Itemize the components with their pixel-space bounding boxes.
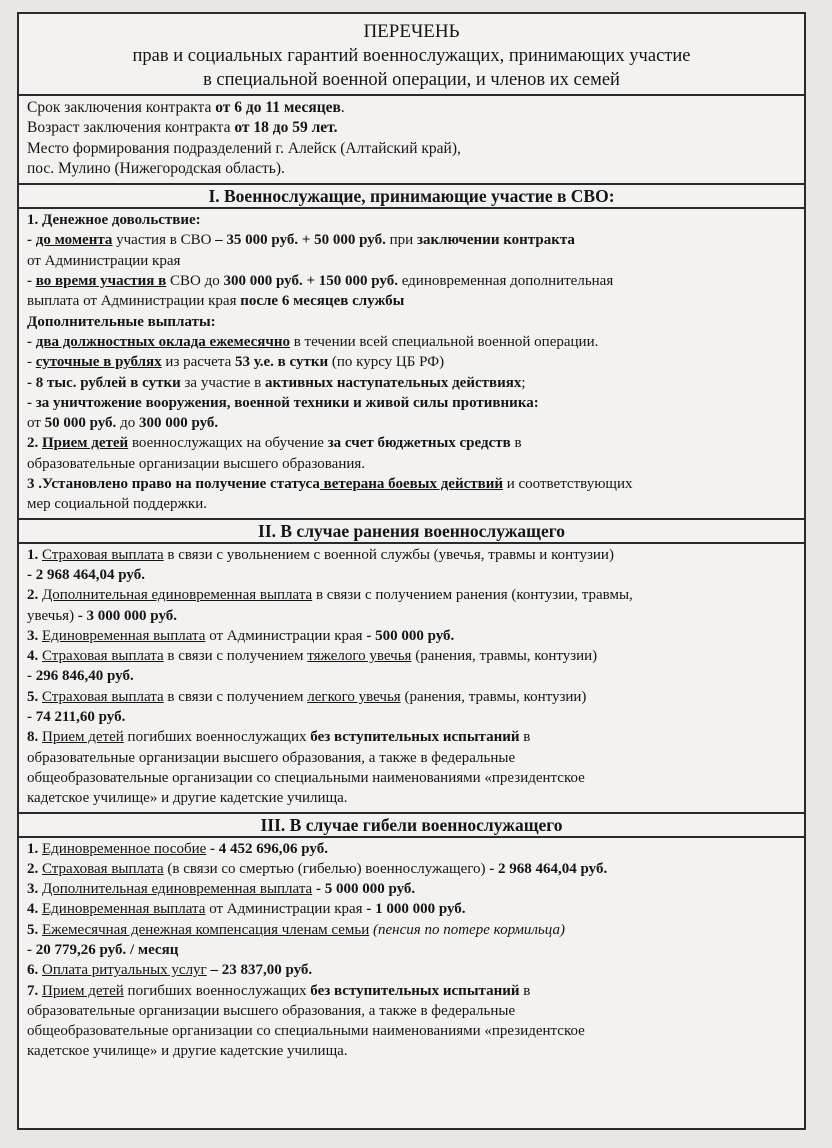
veteran-status-cont: мер социальной поддержки. [27,496,207,513]
document-subtitle-line-1: прав и социальных гарантий военнослужащих, принимающих участие [132,46,691,66]
section-2-body [19,544,804,810]
death-item-6: 6. Оплата ритуальных услуг – 23 837,00 руб. [27,962,313,979]
veteran-status: 3 .Установлено право на получение статуса ветерана боевых действий и соответствующих [27,476,633,493]
death-item-7-line-4: кадетское училище» и другие кадетские училища. [27,1043,348,1060]
injury-item-5: 5. Страховая выплата в связи с получением легкого увечья (ранения, травмы, контузии) [27,688,587,705]
section-1-title: I. Военнослужащие, принимающие участие в СВО: [19,183,804,209]
death-item-7-line-2: образовательные организации высшего образования, а также в федеральные [27,1002,516,1019]
injury-item-5-amount: - 74 211,60 руб. [27,709,126,726]
injury-item-8: 8. Прием детей погибших военнослужащих без вступительных испытаний в [27,729,531,746]
section-3-title: III. В случае гибели военнослужащего [19,812,804,838]
injury-item-1: 1. Страховая выплата в связи с увольнением с военной службы (увечья, травмы и контузии) [27,546,614,563]
children-education: 2. Прием детей военнослужащих на обучение за счет бюджетных средств в [27,435,522,452]
allowance-before-source: от Администрации края [27,252,181,269]
section-2-title: II. В случае ранения военнослужащего [19,518,804,544]
document-title: ПЕРЕЧЕНЬ [363,21,460,42]
death-item-2: 2. Страховая выплата (в связи со смертью (гибелью) военнослужащего) - 2 968 464,04 руб. [27,860,608,877]
extra-payments-heading: Дополнительные выплаты: [27,313,216,330]
extra-offensive-payment: - 8 тыс. рублей в сутки за участие в активных наступательных действиях; [27,374,526,391]
allowance-during-source: выплата от Администрации края после 6 месяцев службы [27,293,405,310]
contract-info [19,96,804,181]
death-item-1: 1. Единовременное пособие - 4 452 696,06 руб. [27,840,328,857]
injury-item-8-line-2: образовательные организации высшего образования, а также в федеральные [27,749,516,766]
injury-item-2-amount: увечья) - 3 000 000 руб. [27,607,178,624]
extra-daily-allowance: - суточные в рублях из расчета 53 у.е. в сутки (по курсу ЦБ РФ) [27,354,445,371]
section-1-body [19,209,804,515]
death-item-5: 5. Ежемесячная денежная компенсация членам семьи (пенсия по потере кормильца) [27,921,565,938]
injury-item-8-line-3: общеобразовательные организации со специальными наименованиями «президентское [27,769,585,786]
death-item-5-amount: - 20 779,26 руб. / месяц [27,941,179,958]
section-3-body [19,838,804,1063]
children-education-cont: образовательные организации высшего образования. [27,455,366,472]
document-sheet [17,12,806,1130]
death-item-7: 7. Прием детей погибших военнослужащих без вступительных испытаний в [27,982,531,999]
extra-destruction-heading: - за уничтожение вооружения, военной техники и живой силы противника: [27,394,539,411]
formation-place-line-2: пос. Мулино (Нижегородская область). [27,159,285,177]
allowance-heading: 1. Денежное довольствие: [27,212,201,229]
injury-item-2: 2. Дополнительная единовременная выплата в связи с получением ранения (контузии, травмы, [27,587,633,604]
death-item-3: 3. Дополнительная единовременная выплата - 5 000 000 руб. [27,881,416,898]
formation-place-line-1: Место формирования подразделений г. Алейск (Алтайский край), [27,139,461,157]
death-item-4: 4. Единовременная выплата от Администрации края - 1 000 000 руб. [27,901,466,918]
contract-term: Срок заключения контракта от 6 до 11 месяцев. [27,99,345,116]
document-header [19,14,804,96]
extra-two-salaries: - два должностных оклада ежемесячно в течении всей специальной военной операции. [27,333,599,350]
allowance-before: - до момента участия в СВО – 35 000 руб. + 50 000 руб. при заключении контракта [27,232,575,249]
extra-destruction-amount: от 50 000 руб. до 300 000 руб. [27,415,219,432]
death-item-7-line-3: общеобразовательные организации со специальными наименованиями «президентское [27,1023,585,1040]
contract-age: Возраст заключения контракта от 18 до 59 лет. [27,119,338,137]
injury-item-4: 4. Страховая выплата в связи с получением тяжелого увечья (ранения, травмы, контузии) [27,648,598,665]
injury-item-1-amount: - 2 968 464,04 руб. [27,566,145,583]
document-subtitle-line-2: в специальной военной операции, и членов их семей [203,70,620,90]
injury-item-3: 3. Единовременная выплата от Администрации края - 500 000 руб. [27,627,455,644]
injury-item-8-line-4: кадетское училище» и другие кадетские училища. [27,790,348,807]
injury-item-4-amount: - 296 846,40 руб. [27,668,134,685]
allowance-during: - во время участия в СВО до 300 000 руб. + 150 000 руб. единовременная дополнительная [27,273,614,290]
